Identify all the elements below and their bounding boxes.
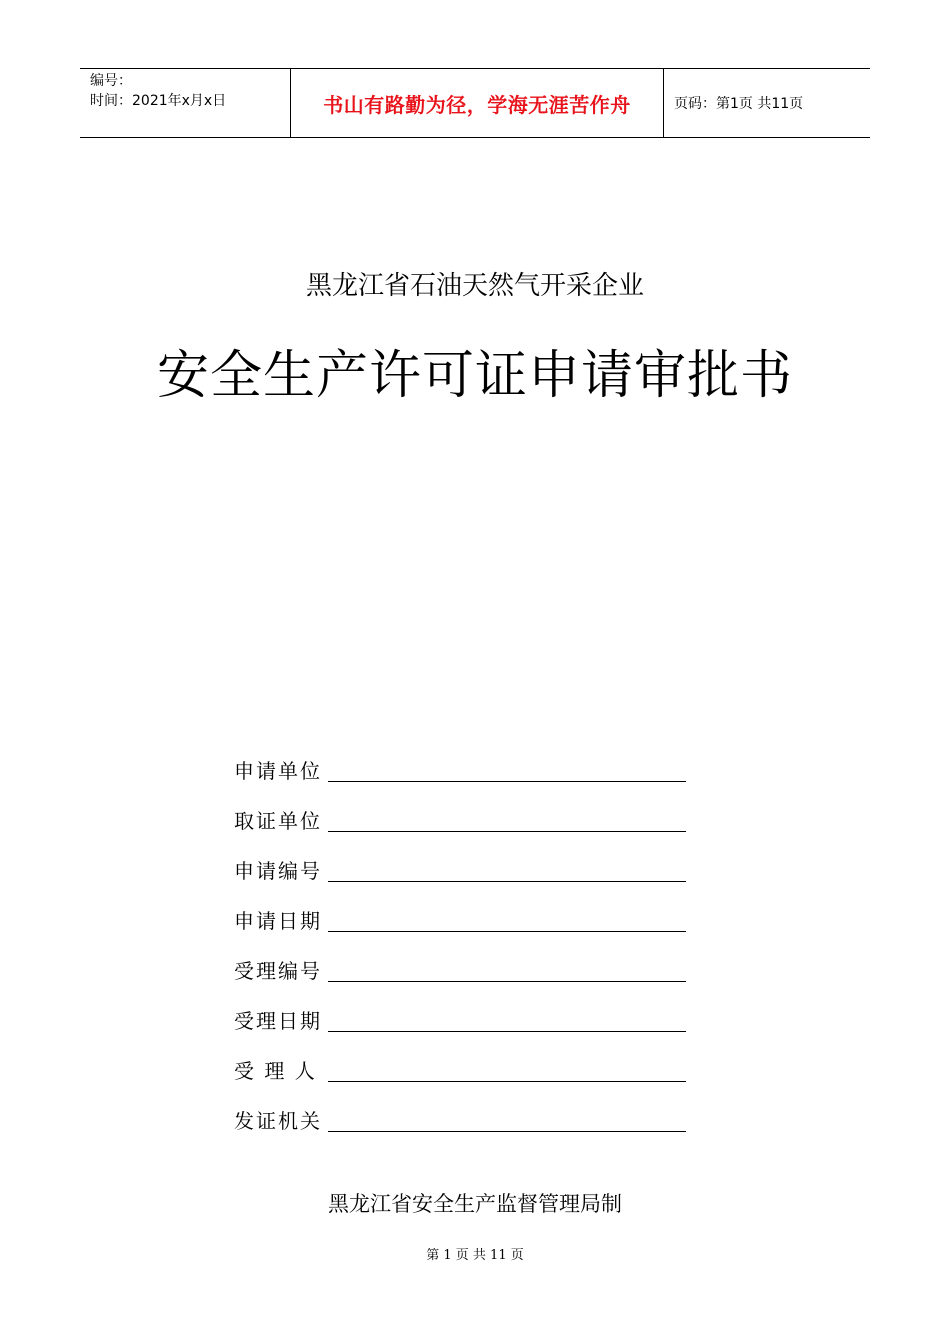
field-label: 发证机关 — [234, 1109, 322, 1133]
field-label: 受 理 人 — [234, 1059, 317, 1083]
field-row-acceptance-number — [234, 936, 694, 986]
acceptance-date-field[interactable] — [328, 1003, 686, 1032]
header-page-info: 页码：第1页 共11页 — [674, 96, 804, 112]
application-fields — [234, 736, 694, 1136]
document-title: 安全生产许可证申请审批书 — [156, 346, 793, 406]
issuer-line: 黑龙江省安全生产监督管理局制 — [328, 1192, 622, 1216]
page-number: 第 1 页 共 11 页 — [426, 1248, 524, 1263]
header-time-label: 时间：2021年x月x日 — [90, 93, 227, 109]
header-motto: 书山有路勤为径，学海无涯苦作舟 — [291, 69, 664, 137]
field-row-application-number — [234, 836, 694, 886]
field-row-issuing-authority — [234, 1086, 694, 1136]
field-row-acceptance-date — [234, 986, 694, 1036]
issuing-authority-field[interactable] — [328, 1103, 686, 1132]
field-label: 申请日期 — [234, 909, 322, 933]
field-row-application-date — [234, 886, 694, 936]
certificate-unit-field[interactable] — [328, 803, 686, 832]
field-label: 取证单位 — [234, 809, 322, 833]
field-label: 申请编号 — [234, 859, 322, 883]
field-row-applicant — [234, 736, 694, 786]
field-row-acceptor — [234, 1036, 694, 1086]
acceptor-field[interactable] — [328, 1053, 686, 1082]
field-row-certificate-unit — [234, 786, 694, 836]
acceptance-number-field[interactable] — [328, 953, 686, 982]
applicant-unit-field[interactable] — [328, 753, 686, 782]
field-label: 受理编号 — [234, 959, 322, 983]
application-date-field[interactable] — [328, 903, 686, 932]
field-label: 申请单位 — [234, 759, 322, 783]
page-header — [80, 68, 870, 138]
header-meta — [80, 69, 291, 137]
document-subtitle: 黑龙江省石油天然气开采企业 — [305, 271, 644, 301]
field-label: 受理日期 — [234, 1009, 322, 1033]
header-number-label: 编号： — [90, 73, 132, 89]
application-number-field[interactable] — [328, 853, 686, 882]
